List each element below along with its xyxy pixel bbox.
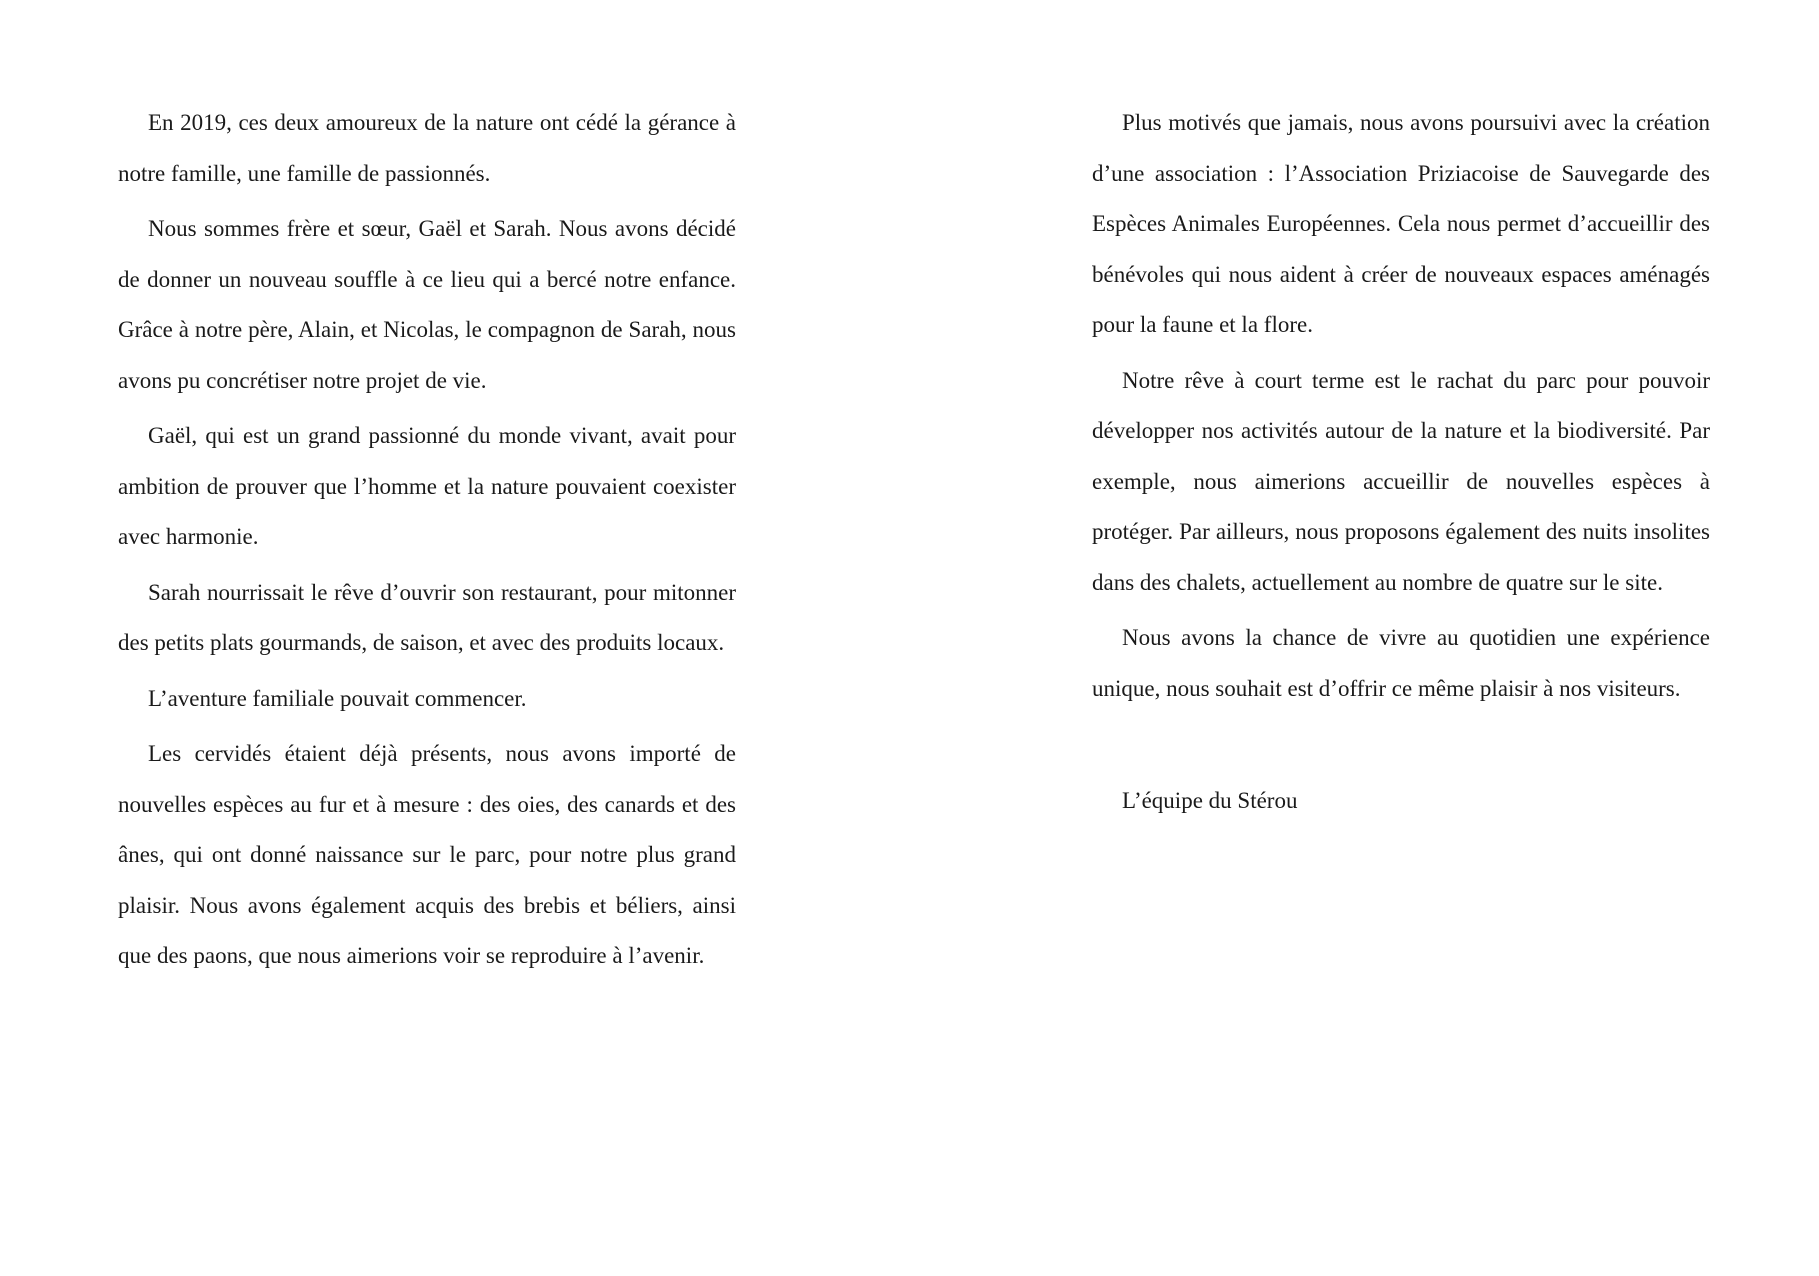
left-paragraph-2: Nous sommes frère et sœur, Gaël et Sarah. Nous avons décidé de donner un nouveau souffle à ce lieu qui a bercé notre enfance. Grâce à notre père, Alain, et Nicolas, le compagnon de Sarah, nous avons pu concrétiser notre projet de vie.: [118, 216, 736, 393]
left-paragraph-5: L’aventure familiale pouvait commencer.: [148, 685, 527, 711]
right-page: [1092, 98, 1710, 827]
right-paragraph-1: Plus motivés que jamais, nous avons poursuivi avec la création d’une association : l’Association Priziacoise de Sauvegarde des Espèces Animales Européennes. Cela nous permet d’accueillir des bénévoles qui nous aident à créer de nouveaux espaces aménagés pour la faune et la flore.: [1092, 110, 1710, 337]
left-page: [118, 98, 736, 987]
right-paragraph-2: Notre rêve à court terme est le rachat du parc pour pouvoir développer nos activités autour de la nature et la biodiversité. Par exemple, nous aimerions accueillir de nouvelles espèces à protéger. Par ailleurs, nous proposons également des nuits insolites dans des chalets, actuellement au nombre de quatre sur le site.: [1092, 367, 1710, 595]
left-paragraph-6: Les cervidés étaient déjà présents, nous avons importé de nouvelles espèces au fur et à mesure : des oies, des canards et des ânes, qui ont donné naissance sur le parc, pour notre plus grand plaisir. Nous avons également acquis des brebis et béliers, ainsi que des paons, que nous aimerions voir se reproduire à l’avenir.: [118, 741, 736, 968]
left-paragraph-4: Sarah nourrissait le rêve d’ouvrir son restaurant, pour mitonner des petits plats gourmands, de saison, et avec des produits locaux.: [118, 579, 736, 655]
right-paragraph-3: Nous avons la chance de vivre au quotidien une expérience unique, nous souhait est d’offrir ce même plaisir à nos visiteurs.: [1092, 625, 1710, 701]
left-paragraph-3: Gaël, qui est un grand passionné du monde vivant, avait pour ambition de prouver que l’homme et la nature pouvaient coexister avec harmonie.: [118, 423, 736, 549]
signature: L’équipe du Stérou: [1122, 788, 1298, 813]
left-paragraph-1: En 2019, ces deux amoureux de la nature ont cédé la gérance à notre famille, une famille de passionnés.: [118, 110, 736, 186]
